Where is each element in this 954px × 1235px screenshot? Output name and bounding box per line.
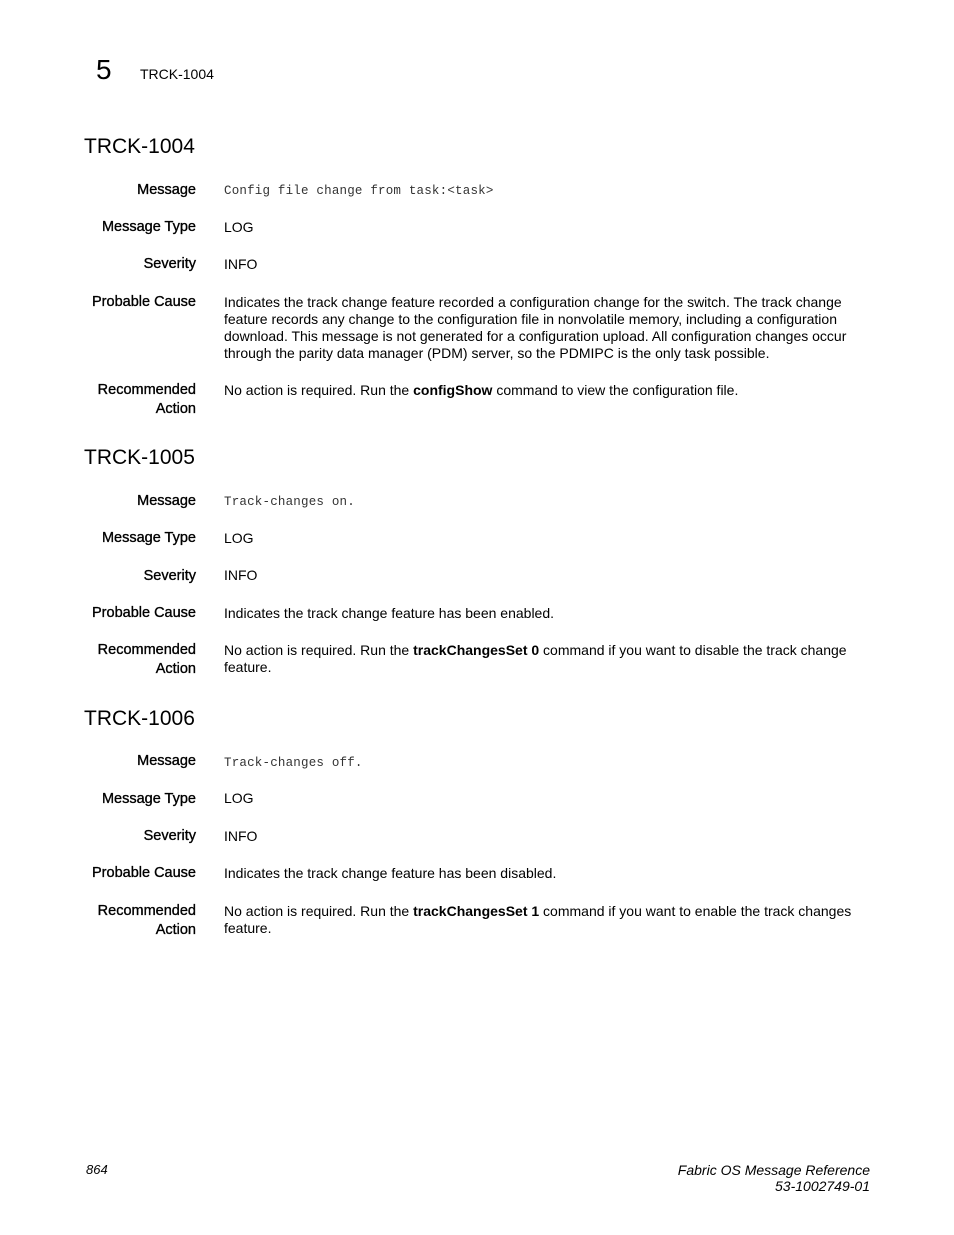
message-type-value: LOG [224, 219, 254, 235]
label-probable-cause: Probable Cause [92, 605, 196, 621]
label-recommended: Recommended [97, 903, 196, 919]
action-pre: No action is required. Run the [224, 642, 414, 658]
label-recommended-action [60, 902, 196, 940]
page-number: 864 [86, 1162, 108, 1177]
probable-cause-text: Indicates the track change feature has been enabled. [224, 605, 555, 621]
recommended-action-text [224, 903, 856, 937]
message-text: Track-changes off. [224, 756, 363, 770]
label-message: Message [137, 493, 196, 509]
document-info [678, 1162, 870, 1194]
document-title: Fabric OS Message Reference [677, 1162, 870, 1178]
severity-value: INFO [224, 828, 258, 844]
action-post: command if you want to enable the track changes feature. [224, 903, 852, 936]
recommended-action-text [224, 642, 856, 676]
label-action: Action [155, 661, 196, 677]
section-title: TRCK-1006 [84, 707, 195, 730]
label-message: Message [137, 182, 196, 198]
recommended-action-text [224, 382, 856, 399]
label-recommended-action [60, 381, 196, 419]
label-message-type: Message Type [101, 530, 196, 546]
label-message-type: Message Type [101, 791, 196, 807]
action-post: command to view the configuration file. [492, 382, 739, 398]
action-post: command if you want to disable the track change feature. [224, 642, 847, 675]
section-title: TRCK-1005 [84, 446, 195, 469]
chapter-number: 5 [96, 54, 112, 85]
message-text: Config file change from task:<task> [224, 184, 494, 198]
command-name: configShow [413, 382, 493, 398]
action-pre: No action is required. Run the [224, 903, 414, 919]
label-severity: Severity [143, 256, 196, 272]
message-text: Track-changes on. [224, 495, 355, 509]
label-action: Action [155, 922, 196, 938]
severity-value: INFO [224, 256, 258, 272]
probable-cause-text: Indicates the track change feature has been disabled. [224, 865, 557, 881]
label-recommended: Recommended [97, 642, 196, 658]
severity-value: INFO [224, 567, 258, 583]
label-recommended-action [60, 641, 196, 679]
action-pre: No action is required. Run the [224, 382, 414, 398]
probable-cause-text: Indicates the track change feature recorded a configuration change for the switch. The track change feature records any change to the configuration file in nonvolatile memory, including a configuration download. This message is not generated for a configuration upload. All configuration changes occur through the parity data manager (PDM) server, so the PDMIPC is the only task possible. [224, 294, 847, 361]
message-type-value: LOG [224, 790, 254, 806]
label-severity: Severity [143, 568, 196, 584]
label-severity: Severity [143, 828, 196, 844]
label-probable-cause: Probable Cause [92, 294, 196, 310]
label-recommended: Recommended [97, 382, 196, 398]
chapter-running-title: TRCK-1004 [140, 66, 214, 82]
label-message: Message [137, 753, 196, 769]
label-message-type: Message Type [101, 219, 196, 235]
message-type-value: LOG [224, 530, 254, 546]
section-title: TRCK-1004 [84, 135, 195, 158]
command-name: trackChangesSet 0 [413, 642, 540, 658]
command-name: trackChangesSet 1 [413, 903, 540, 919]
document-number: 53-1002749-01 [775, 1178, 870, 1194]
label-probable-cause: Probable Cause [92, 865, 196, 881]
label-action: Action [155, 401, 196, 417]
